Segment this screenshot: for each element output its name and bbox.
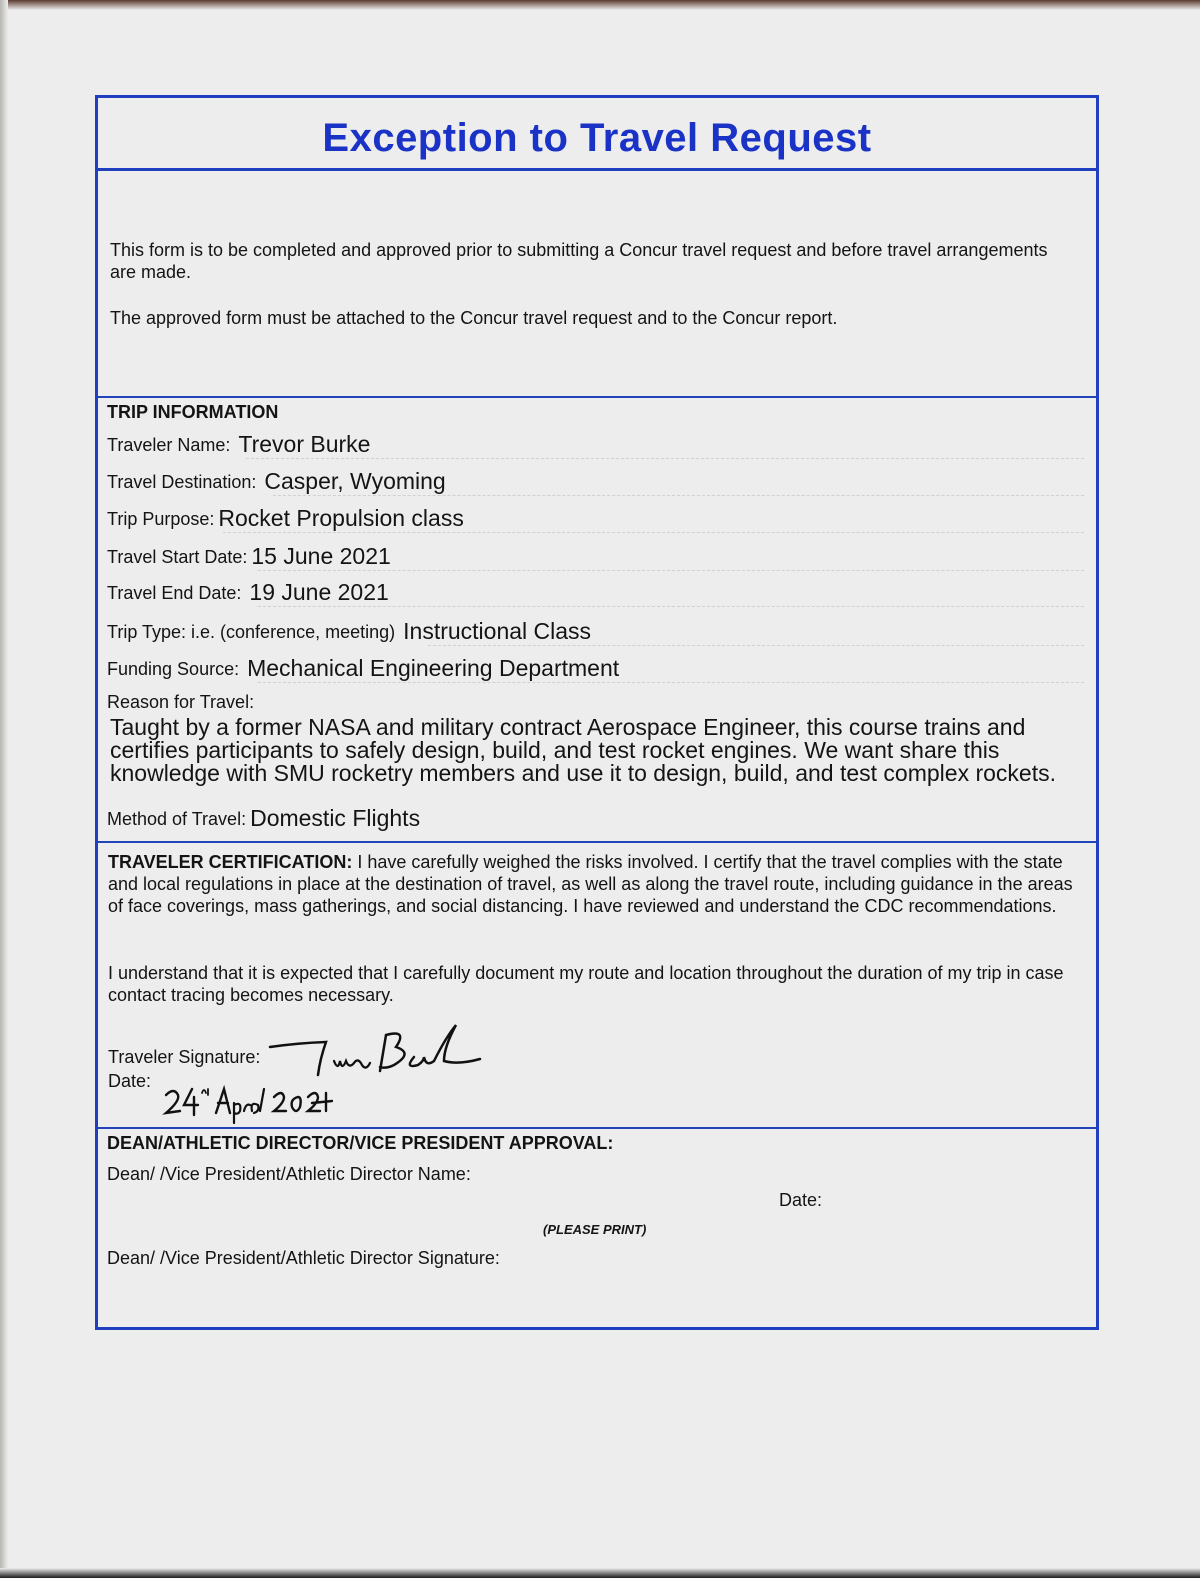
approval-date-label: Date: bbox=[779, 1190, 823, 1210]
traveler-name-field bbox=[107, 426, 370, 460]
trip-purpose-value: Rocket Propulsion class bbox=[218, 505, 464, 531]
field-label: Funding Source: bbox=[107, 659, 240, 679]
intro-paragraph: The approved form must be attached to the Concur travel request and to the Concur report. bbox=[110, 308, 838, 328]
trip-purpose-field bbox=[107, 500, 464, 534]
method-of-travel-field bbox=[107, 800, 420, 834]
intro-section bbox=[98, 171, 1096, 398]
method-of-travel-value: Domestic Flights bbox=[250, 805, 421, 831]
field-underline bbox=[258, 570, 1084, 571]
certification-statement bbox=[108, 851, 1088, 917]
title-section bbox=[98, 98, 1096, 171]
funding-source-value: Mechanical Engineering Department bbox=[247, 655, 620, 681]
trip-type-field bbox=[107, 613, 591, 647]
traveler-name-value: Trevor Burke bbox=[238, 431, 371, 457]
certification-text: I have carefully weighed the risks involved. I certify that the travel complies with the state and local regulations in place at the destination of travel, as well as along the travel route, including guidance in the areas of face coverings, mass gatherings, and social distancing. I have reviewed and understand the CDC recommendations. bbox=[108, 852, 1073, 916]
trip-type-value: Instructional Class bbox=[403, 618, 592, 644]
intro-paragraph: This form is to be completed and approved prior to submitting a Concur travel request and before travel arrangements are made. bbox=[110, 240, 1048, 282]
travel-end-date-field bbox=[107, 574, 389, 608]
travel-start-date-value: 15 June 2021 bbox=[251, 543, 391, 569]
trip-information-section bbox=[98, 398, 1096, 843]
field-label: Trip Purpose: bbox=[107, 509, 215, 529]
travel-end-date-value: 19 June 2021 bbox=[249, 579, 389, 605]
traveler-certification-section bbox=[98, 843, 1096, 1129]
travel-exception-form bbox=[95, 95, 1099, 1330]
scan-bottom-edge bbox=[0, 1568, 1200, 1578]
field-label: Travel Destination: bbox=[107, 472, 257, 492]
approval-heading: DEAN/ATHLETIC DIRECTOR/VICE PRESIDENT APPROVAL: bbox=[107, 1133, 614, 1153]
field-underline bbox=[258, 606, 1084, 607]
certification-heading: TRAVELER CERTIFICATION: bbox=[108, 852, 353, 872]
form-title: Exception to Travel Request bbox=[322, 116, 872, 160]
funding-source-field bbox=[107, 650, 619, 684]
travel-start-date-field bbox=[107, 538, 391, 572]
field-underline bbox=[246, 458, 1084, 459]
please-print-note: (PLEASE PRINT) bbox=[543, 1222, 647, 1237]
scan-left-edge bbox=[0, 0, 8, 1578]
field-label: Method of Travel: bbox=[107, 809, 247, 829]
field-label: Traveler Name: bbox=[107, 435, 231, 455]
approver-name-label: Dean/ /Vice President/Athletic Director Name: bbox=[107, 1164, 471, 1184]
approver-signature-label: Dean/ /Vice President/Athletic Director Signature: bbox=[107, 1248, 500, 1268]
approval-section bbox=[98, 1129, 1096, 1327]
traveler-date-handwritten bbox=[160, 1083, 340, 1127]
field-underline bbox=[223, 532, 1084, 533]
scan-top-edge bbox=[0, 0, 1200, 10]
travel-destination-value: Casper, Wyoming bbox=[264, 468, 446, 494]
travel-destination-field bbox=[107, 463, 446, 497]
traveler-signature-label: Traveler Signature: bbox=[108, 1047, 261, 1067]
field-underline bbox=[258, 682, 1084, 683]
field-label: Travel Start Date: bbox=[107, 547, 248, 567]
field-label: Trip Type: i.e. (conference, meeting) bbox=[107, 622, 396, 642]
contact-tracing-statement: I understand that it is expected that I carefully document my route and location throughout the duration of my trip in case contact tracing becomes necessary. bbox=[108, 963, 1064, 1005]
reason-for-travel-value: Taught by a former NASA and military contract Aerospace Engineer, this course trains and certifies participants to safely design, build, and test rocket engines. We want share this knowledge with SMU rocketry members and use it to design, build, and test complex rockets. bbox=[110, 714, 1056, 786]
field-underline bbox=[428, 645, 1084, 646]
reason-for-travel-label: Reason for Travel: bbox=[107, 692, 255, 712]
trip-information-heading: TRIP INFORMATION bbox=[107, 402, 279, 422]
field-underline bbox=[273, 495, 1084, 496]
field-label: Travel End Date: bbox=[107, 583, 242, 603]
traveler-date-label: Date: bbox=[108, 1071, 152, 1091]
